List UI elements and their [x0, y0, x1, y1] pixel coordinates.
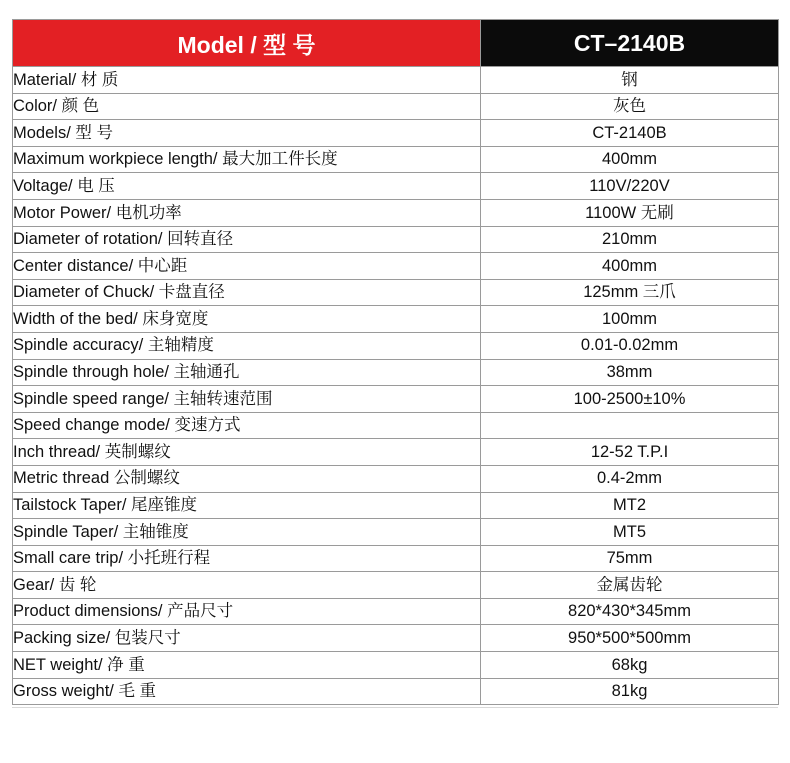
spec-label: Tailstock Taper/ 尾座锥度: [13, 492, 481, 519]
table-row: [13, 598, 779, 625]
table-row: [13, 120, 779, 147]
header-model-label: Model / 型 号: [13, 20, 481, 67]
spec-value: 1100W 无刷: [481, 199, 779, 226]
spec-label: Color/ 颜 色: [13, 93, 481, 120]
spec-value: 12-52 T.P.I: [481, 439, 779, 466]
spec-label: Gross weight/ 毛 重: [13, 678, 481, 705]
spec-value: 400mm: [481, 253, 779, 280]
spec-value: [481, 412, 779, 439]
table-row: [13, 386, 779, 413]
spec-label: Center distance/ 中心距: [13, 253, 481, 280]
spec-value: 100mm: [481, 306, 779, 333]
spec-label: Material/ 材 质: [13, 67, 481, 94]
table-row: [13, 678, 779, 705]
spec-value: 110V/220V: [481, 173, 779, 200]
table-row: [13, 439, 779, 466]
spec-label: Product dimensions/ 产品尺寸: [13, 598, 481, 625]
header-model-value: CT–2140B: [481, 20, 779, 67]
spec-label: Metric thread 公制螺纹: [13, 465, 481, 492]
spec-label: NET weight/ 净 重: [13, 652, 481, 679]
spec-value: 38mm: [481, 359, 779, 386]
table-row: [13, 412, 779, 439]
spec-value: 68kg: [481, 652, 779, 679]
spec-value: 125mm 三爪: [481, 279, 779, 306]
spec-label: Spindle through hole/ 主轴通孔: [13, 359, 481, 386]
spec-table: [12, 19, 779, 705]
spec-label: Motor Power/ 电机功率: [13, 199, 481, 226]
spec-value: 75mm: [481, 545, 779, 572]
table-row: [13, 519, 779, 546]
spec-value: MT2: [481, 492, 779, 519]
spec-value: 210mm: [481, 226, 779, 253]
spec-label: Diameter of rotation/ 回转直径: [13, 226, 481, 253]
spec-label: Diameter of Chuck/ 卡盘直径: [13, 279, 481, 306]
table-row: [13, 652, 779, 679]
spec-label: Spindle accuracy/ 主轴精度: [13, 332, 481, 359]
spec-label: Models/ 型 号: [13, 120, 481, 147]
spec-label: Gear/ 齿 轮: [13, 572, 481, 599]
header-row: [13, 20, 779, 67]
spec-label: Small care trip/ 小托班行程: [13, 545, 481, 572]
spec-value: 100-2500±10%: [481, 386, 779, 413]
table-row: [13, 146, 779, 173]
spec-label: Speed change mode/ 变速方式: [13, 412, 481, 439]
table-row: [13, 93, 779, 120]
spec-value: 0.4-2mm: [481, 465, 779, 492]
table-row: [13, 253, 779, 280]
table-row: [13, 173, 779, 200]
table-row: [13, 359, 779, 386]
table-row: [13, 306, 779, 333]
table-row: [13, 199, 779, 226]
spec-value: 81kg: [481, 678, 779, 705]
table-row: [13, 465, 779, 492]
spec-label: Spindle Taper/ 主轴锥度: [13, 519, 481, 546]
spec-value: 0.01-0.02mm: [481, 332, 779, 359]
table-row: [13, 492, 779, 519]
spec-value: 400mm: [481, 146, 779, 173]
bottom-divider: [12, 707, 778, 708]
spec-value: CT-2140B: [481, 120, 779, 147]
spec-label: Width of the bed/ 床身宽度: [13, 306, 481, 333]
table-row: [13, 332, 779, 359]
table-row: [13, 572, 779, 599]
spec-body: [13, 67, 779, 705]
spec-label: Packing size/ 包装尺寸: [13, 625, 481, 652]
spec-value: 钢: [481, 67, 779, 94]
spec-label: Spindle speed range/ 主轴转速范围: [13, 386, 481, 413]
spec-label: Inch thread/ 英制螺纹: [13, 439, 481, 466]
spec-value: MT5: [481, 519, 779, 546]
spec-label: Maximum workpiece length/ 最大加工件长度: [13, 146, 481, 173]
spec-value: 820*430*345mm: [481, 598, 779, 625]
spec-value: 灰色: [481, 93, 779, 120]
table-row: [13, 545, 779, 572]
table-row: [13, 279, 779, 306]
table-row: [13, 625, 779, 652]
table-row: [13, 67, 779, 94]
spec-value: 950*500*500mm: [481, 625, 779, 652]
spec-value: 金属齿轮: [481, 572, 779, 599]
spec-label: Voltage/ 电 压: [13, 173, 481, 200]
table-row: [13, 226, 779, 253]
